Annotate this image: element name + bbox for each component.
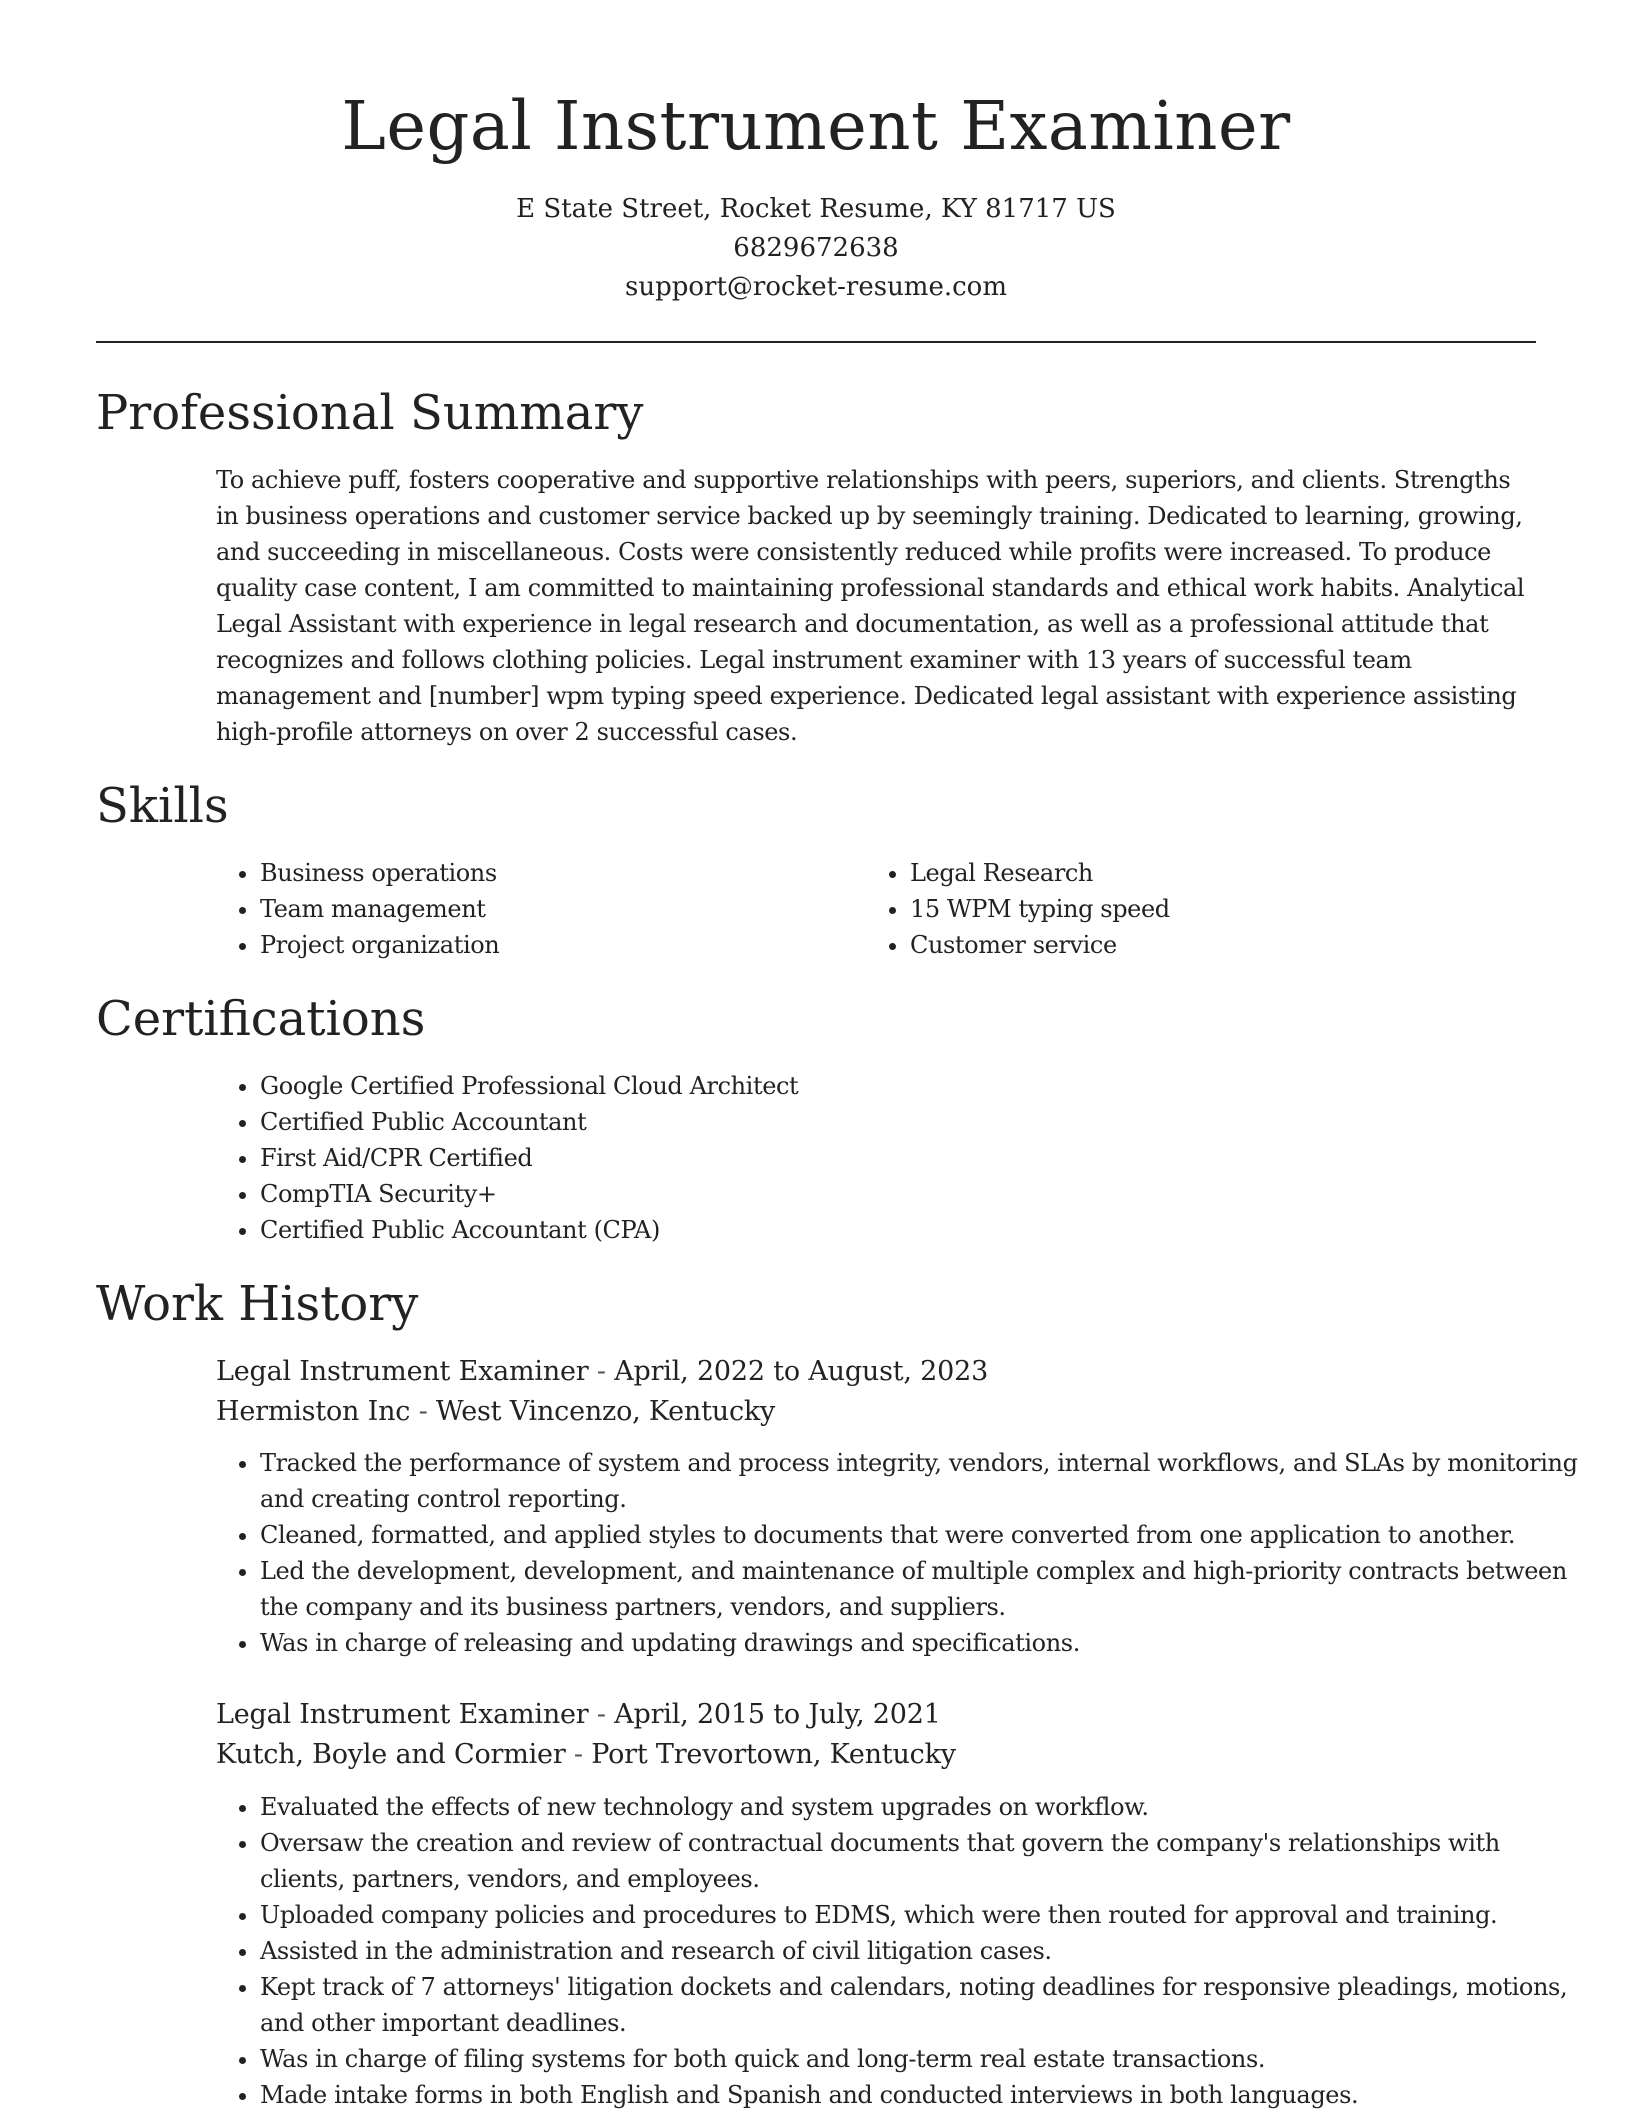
- duty-item: • Was in charge of releasing and updating drawings and specifications.: [260, 1625, 1582, 1661]
- duty-item: • Cleaned, formatted, and applied styles to documents that were converted from one application to another.: [260, 1517, 1582, 1553]
- skills-list-right: [866, 855, 1510, 963]
- skills-heading: Skills: [96, 778, 229, 834]
- separator: -: [410, 1396, 436, 1427]
- header-divider: [96, 341, 1536, 343]
- address: E State Street, Rocket Resume, KY 81717 US: [516, 194, 1116, 224]
- job-duties-list: [216, 1789, 1582, 2113]
- skills-list-left: [216, 855, 820, 963]
- company-name: Kutch, Boyle and Cormier: [216, 1739, 566, 1770]
- skill-item: • 15 WPM typing speed: [910, 891, 1510, 927]
- email: support@rocket-resume.com: [624, 272, 1007, 302]
- certification-item: • Google Certified Professional Cloud Architect: [260, 1068, 1460, 1104]
- summary-text: To achieve puff, fosters cooperative and supportive relationships with peers, superiors, and clients. Strengths in business operations and customer service backed up by seemingly training. Dedicated to learning, growing, and succeeding in miscellaneous. Costs were consistently reduced while profits were increased. To produce quality case content, I am committed to maintaining professional standards and ethical work habits. Analytical Legal Assistant with experience in legal research and documentation, as well as a professional attitude that recognizes and follows clothing policies. Legal instrument examiner with 13 years of successful team management and [number] wpm typing speed experience. Dedicated legal assistant with experience assisting high-profile attorneys on over 2 successful cases.: [216, 466, 1525, 746]
- separator: -: [588, 1699, 615, 1730]
- job-title-line: [216, 1352, 988, 1392]
- duty-item: • Oversaw the creation and review of contractual documents that govern the company's relationships with clients, partners, vendors, and employees.: [260, 1825, 1582, 1897]
- phone: 6829672638: [733, 233, 899, 263]
- certifications-heading: Certifications: [96, 991, 426, 1047]
- job-title-line: [216, 1695, 941, 1735]
- summary-heading: Professional Summary: [96, 385, 644, 441]
- certifications-list: [216, 1068, 1460, 1248]
- company-name: Hermiston Inc: [216, 1396, 411, 1427]
- skill-item: • Team management: [260, 891, 820, 927]
- duty-item: • Uploaded company policies and procedures to EDMS, which were then routed for approval and training.: [260, 1897, 1582, 1933]
- job-title: Legal Instrument Examiner: [216, 1356, 589, 1387]
- certification-item: • CompTIA Security+: [260, 1176, 1460, 1212]
- candidate-name: Legal Instrument Examiner: [341, 87, 1291, 165]
- separator: -: [565, 1739, 592, 1770]
- duty-item: • Kept track of 7 attorneys' litigation dockets and calendars, noting deadlines for responsive pleadings, motions, and other important deadlines.: [260, 1969, 1582, 2041]
- separator: -: [588, 1356, 615, 1387]
- work-history-heading: Work History: [96, 1276, 419, 1332]
- duty-item: • Led the development, development, and maintenance of multiple complex and high-priority contracts between the company and its business partners, vendors, and suppliers.: [260, 1553, 1582, 1625]
- duty-item: • Made intake forms in both English and Spanish and conducted interviews in both languages.: [260, 2077, 1582, 2113]
- job-duties-list: [216, 1445, 1582, 1661]
- company-location: West Vincenzo, Kentucky: [435, 1396, 776, 1427]
- job-dates: April, 2022 to August, 2023: [614, 1356, 989, 1387]
- duty-item: • Tracked the performance of system and process integrity, vendors, internal workflows, and SLAs by monitoring and creating control reporting.: [260, 1445, 1582, 1517]
- certification-item: • First Aid/CPR Certified: [260, 1140, 1460, 1176]
- job-company-line: [216, 1735, 956, 1775]
- duty-item: • Evaluated the effects of new technology and system upgrades on workflow.: [260, 1789, 1582, 1825]
- contact-block: [0, 190, 1632, 307]
- skill-item: • Project organization: [260, 927, 820, 963]
- skill-item: • Customer service: [910, 927, 1510, 963]
- skill-item: • Legal Research: [910, 855, 1510, 891]
- certification-item: • Certified Public Accountant (CPA): [260, 1212, 1460, 1248]
- company-location: Port Trevortown, Kentucky: [591, 1739, 956, 1770]
- duty-item: • Assisted in the administration and research of civil litigation cases.: [260, 1933, 1582, 1969]
- job-dates: April, 2015 to July, 2021: [614, 1699, 941, 1730]
- job-title: Legal Instrument Examiner: [216, 1699, 589, 1730]
- job-company-line: [216, 1392, 775, 1432]
- certification-item: • Certified Public Accountant: [260, 1104, 1460, 1140]
- skill-item: • Business operations: [260, 855, 820, 891]
- duty-item: • Was in charge of filing systems for both quick and long-term real estate transactions.: [260, 2041, 1582, 2077]
